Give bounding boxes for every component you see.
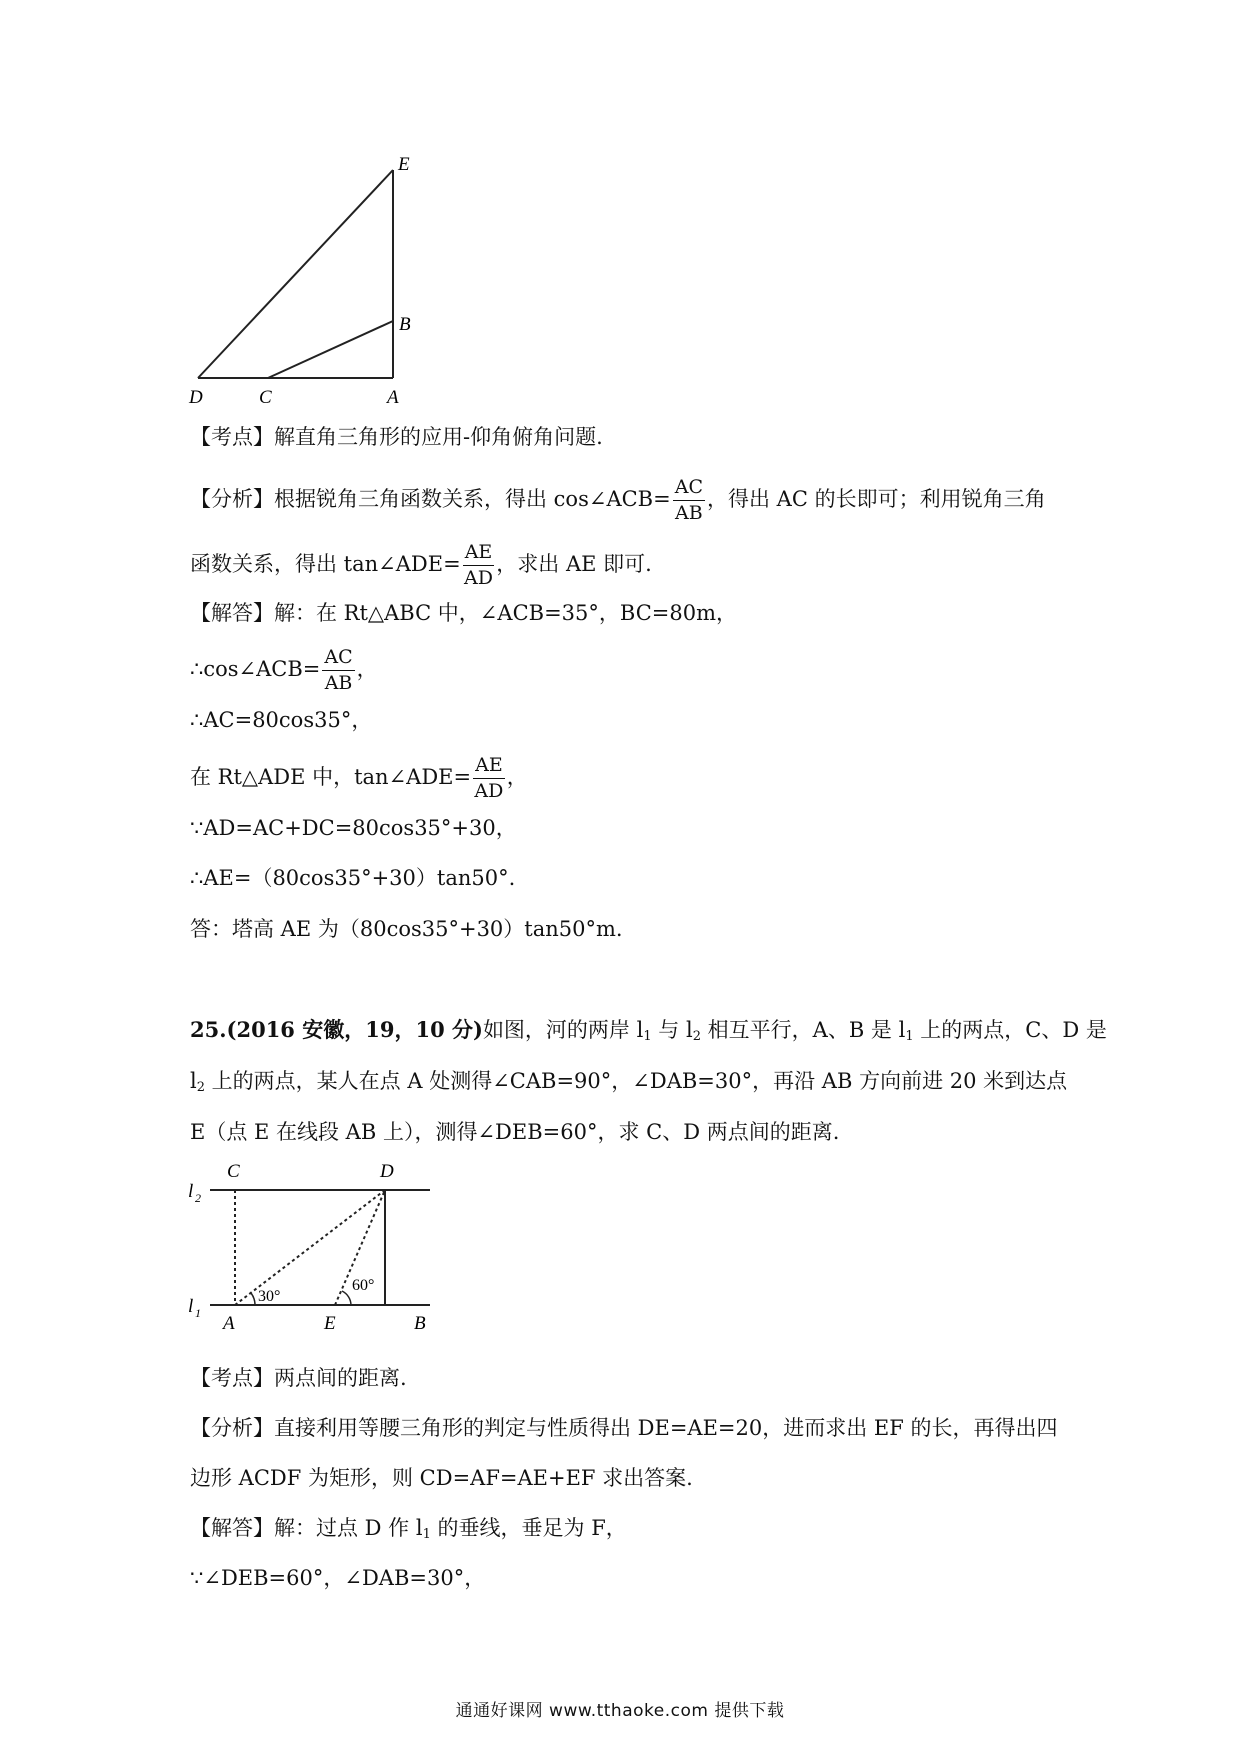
- fenxi-line-2: [190, 543, 652, 588]
- problem-25-line-1: [190, 1015, 1107, 1052]
- label-l2-sub: 2: [195, 1191, 201, 1205]
- answer-line: [190, 914, 623, 944]
- angle-arc-60: [342, 1291, 351, 1305]
- kaodian-text: 两点间的距离.: [274, 1366, 407, 1390]
- label-l2: l: [188, 1181, 194, 1202]
- fraction-denominator: AD: [474, 780, 504, 802]
- problem-text: 上的两点，C、D 是: [913, 1018, 1107, 1042]
- label-d: D: [189, 387, 203, 408]
- solution-step-4: [190, 813, 517, 843]
- fenxi-text: 直接利用等腰三角形的判定与性质得出 DE=AE=20，进而求出 EF 的长，再得出四: [274, 1416, 1058, 1440]
- label-l1-sub: 1: [195, 1306, 201, 1320]
- jieda-tag: 【解答】: [190, 1516, 274, 1540]
- jieda-tag: 【解答】: [190, 601, 274, 625]
- solution-step-3: [190, 756, 528, 801]
- jieda-text: 解：过点 D 作 l: [274, 1516, 423, 1540]
- label-e: E: [324, 1313, 336, 1334]
- fraction-denominator: AD: [464, 567, 493, 589]
- angle-arc-30: [251, 1293, 255, 1305]
- subscript: 1: [422, 1527, 431, 1542]
- fraction-denominator: AB: [675, 502, 703, 524]
- angle-label-30: 30°: [258, 1288, 281, 1305]
- segment-cb: [268, 321, 393, 378]
- step-3-end: ，: [506, 765, 528, 789]
- step-4-text: ∵AD=AC+DC=80cos35°+30，: [190, 816, 517, 840]
- subscript: 1: [905, 1029, 914, 1044]
- fraction-numerator: AC: [322, 648, 354, 671]
- solution-step-5: [190, 863, 515, 893]
- fenxi-line-25-2: [190, 1463, 693, 1493]
- fenxi-text-4: ，求出 AE 即可.: [496, 552, 652, 576]
- kaodian-line-25: [190, 1363, 407, 1393]
- angle-label-60: 60°: [352, 1277, 375, 1294]
- fenxi-line-1: [190, 478, 1046, 523]
- kaodian-text: 解直角三角形的应用-仰角俯角问题.: [274, 425, 603, 449]
- problem-25-header: 25.(2016 安徽，19，10 分): [190, 1017, 483, 1042]
- fenxi-text-1: 根据锐角三角函数关系，得出 cos∠ACB=: [274, 487, 671, 511]
- problem-text: l: [190, 1069, 197, 1093]
- figure-river-banks: [180, 1155, 440, 1355]
- fenxi-tag: 【分析】: [190, 1416, 274, 1440]
- kaodian-tag: 【考点】: [190, 1366, 274, 1390]
- fenxi-text-3: 函数关系，得出 tan∠ADE=: [190, 552, 461, 576]
- answer-text: 答：塔高 AE 为（80cos35°+30）tan50°m.: [190, 917, 623, 941]
- solution-step-2: [190, 705, 372, 735]
- fraction-ac-ab: [673, 478, 705, 523]
- problem-25-line-3: [190, 1117, 839, 1147]
- fenxi-text: 边形 ACDF 为矩形，则 CD=AF=AE+EF 求出答案.: [190, 1466, 693, 1490]
- label-a: A: [223, 1313, 235, 1334]
- step-text: ∵∠DEB=60°，∠DAB=30°，: [190, 1566, 486, 1590]
- label-b: B: [399, 314, 411, 335]
- fraction-denominator: AB: [324, 672, 353, 694]
- fraction-ae-ad: [463, 543, 495, 588]
- jieda-text: 的垂线，垂足为 F，: [430, 1516, 627, 1540]
- fenxi-line-25-1: [190, 1413, 1058, 1443]
- subscript: 2: [692, 1029, 701, 1044]
- solution-25-step-1: [190, 1563, 485, 1593]
- fraction-numerator: AC: [673, 478, 705, 501]
- problem-text: 如图，河的两岸 l: [482, 1018, 644, 1042]
- fraction-numerator: AE: [473, 756, 505, 779]
- step-5-text: ∴AE=（80cos35°+30）tan50°.: [190, 866, 516, 890]
- step-1-end: ，: [356, 657, 378, 681]
- kaodian-line: [190, 422, 603, 452]
- fenxi-text-2: ，得出 AC 的长即可；利用锐角三角: [706, 487, 1046, 511]
- segment-de: [198, 170, 393, 378]
- fraction-ae-ad: [473, 756, 505, 801]
- step-1-text: ∴cos∠ACB=: [190, 657, 321, 681]
- label-e: E: [398, 154, 410, 175]
- jieda-line: [190, 598, 737, 628]
- problem-text: 与 l: [651, 1018, 693, 1042]
- fraction-numerator: AE: [463, 543, 495, 566]
- problem-text: E（点 E 在线段 AB 上），测得∠DEB=60°，求 C、D 两点间的距离.: [190, 1120, 840, 1144]
- label-c: C: [227, 1161, 240, 1182]
- step-3-text: 在 Rt△ADE 中，tan∠ADE=: [190, 765, 472, 789]
- subscript: 2: [196, 1080, 205, 1095]
- label-d: D: [380, 1161, 394, 1182]
- fraction-ac-ab: [322, 648, 354, 693]
- kaodian-tag: 【考点】: [190, 425, 274, 449]
- step-2-text: ∴AC=80cos35°，: [190, 708, 373, 732]
- problem-text: 相互平行，A、B 是 l: [700, 1018, 906, 1042]
- fenxi-tag: 【分析】: [190, 487, 274, 511]
- figure-triangle-dae: [180, 150, 420, 412]
- subscript: 1: [643, 1029, 652, 1044]
- problem-25-line-2: [190, 1066, 1067, 1103]
- label-c: C: [259, 387, 272, 408]
- jieda-text: 解：在 Rt△ABC 中，∠ACB=35°，BC=80m，: [274, 601, 738, 625]
- label-a: A: [387, 387, 399, 408]
- label-b: B: [414, 1313, 426, 1334]
- problem-text: 上的两点，某人在点 A 处测得∠CAB=90°，∠DAB=30°，再沿 AB 方向前进 20 米到达点: [205, 1069, 1068, 1093]
- label-l1: l: [188, 1296, 194, 1317]
- solution-step-1: [190, 648, 378, 693]
- page-footer: 通通好课网 www.tthaoke.com 提供下载: [455, 1701, 785, 1721]
- jieda-line-25: [190, 1513, 627, 1550]
